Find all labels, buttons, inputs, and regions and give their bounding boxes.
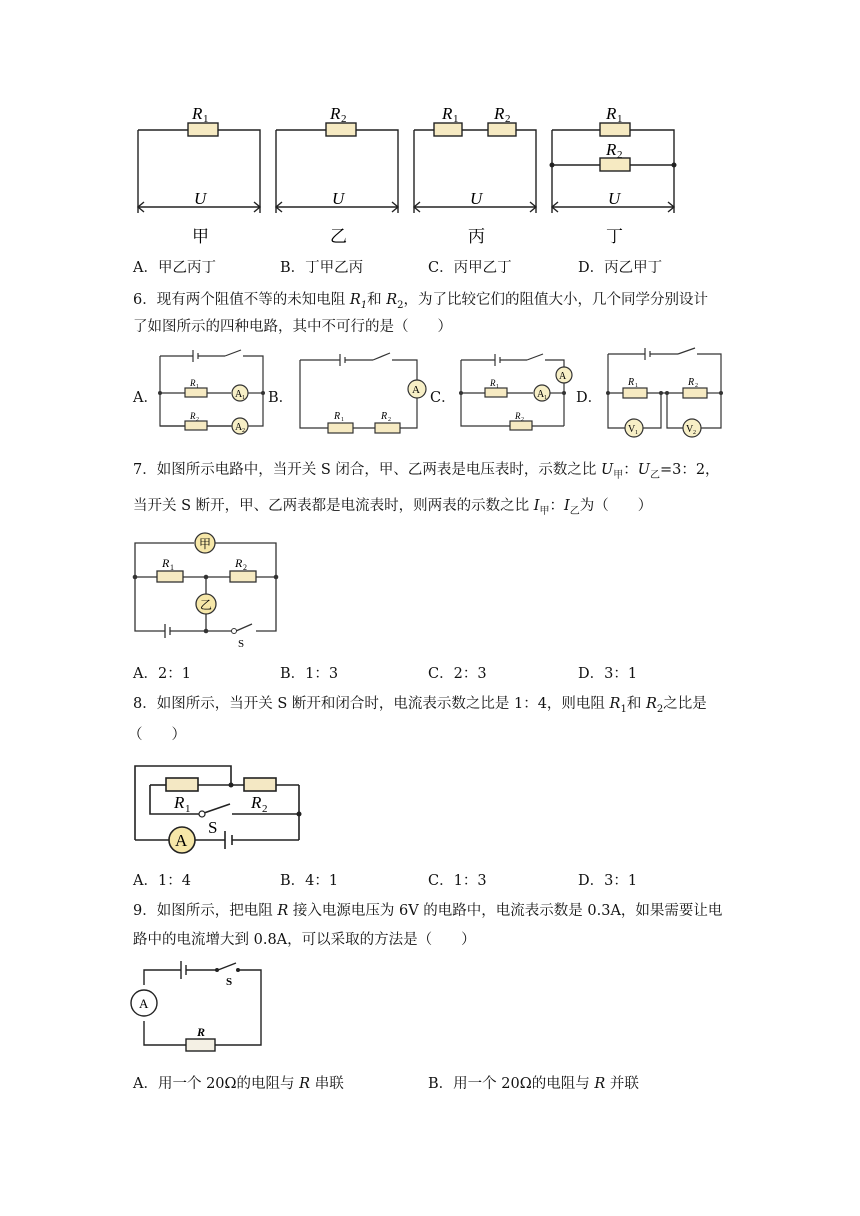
q6-circuit-d [603,346,728,441]
svg-text:R: R [628,377,635,388]
svg-text:R: R [490,378,496,388]
q5-diagram-jia [130,100,270,250]
svg-text:1: 1 [203,113,209,125]
q8-option-c[interactable]: C．1：3 [428,873,487,889]
q6-option-b[interactable]: B． [268,390,294,406]
svg-text:2: 2 [617,149,623,161]
q7-option-b[interactable]: B．1：3 [280,666,339,682]
svg-text:2: 2 [341,113,347,125]
q5-diagram-ding [544,100,684,250]
q8-option-b[interactable]: B．4：1 [280,873,339,889]
svg-text:R: R [251,793,262,812]
svg-text:1: 1 [544,395,547,401]
svg-text:R: R [235,556,243,570]
svg-text:A: A [235,422,243,433]
q9-question-line2: 路中的电流增大到 0.8A，可以采取的方法是（ ） [133,932,476,948]
q7-option-a[interactable]: A．2：1 [133,666,191,682]
svg-text:R: R [174,793,185,812]
voltage-label: U [332,189,345,208]
diagram-caption: 丁 [606,227,623,246]
svg-text:R: R [381,411,388,422]
q9-option-b[interactable]: B．用一个 20Ω的电阻与 R 并联 [428,1076,639,1092]
svg-text:1: 1 [635,430,638,436]
q6-option-c[interactable]: C． [430,390,456,406]
svg-text:V: V [686,424,694,435]
svg-text:R: R [688,377,695,388]
q8-circuit [128,758,313,863]
q7-circuit [128,530,288,650]
resistor-label: R [606,104,617,123]
q8-option-d[interactable]: D．3：1 [578,873,638,889]
q7-option-d[interactable]: D．3：1 [578,666,638,682]
q7-option-c[interactable]: C．2：3 [428,666,487,682]
svg-text:2: 2 [388,417,391,423]
svg-text:2: 2 [505,113,511,125]
resistor-label: R [330,104,341,123]
svg-text:2: 2 [262,803,268,815]
diagram-caption: 丙 [468,227,485,246]
svg-text:1: 1 [617,113,623,125]
svg-text:S: S [226,976,233,988]
resistor-label: R [494,104,505,123]
q5-option-c[interactable]: C．丙甲乙丁 [428,260,512,276]
svg-text:R: R [162,556,170,570]
svg-text:S: S [238,638,245,650]
svg-text:1: 1 [341,417,344,423]
svg-text:1: 1 [635,383,638,389]
q9-circuit [128,955,273,1060]
svg-text:2: 2 [521,417,524,423]
q6-circuit-a [155,348,270,438]
svg-text:2: 2 [242,428,245,434]
svg-text:1: 1 [496,384,499,390]
svg-text:1: 1 [170,563,174,572]
resistor-label: R [442,104,453,123]
svg-text:V: V [628,424,636,435]
resistor-label: R [606,140,617,159]
diagram-caption: 乙 [330,227,347,246]
voltage-label: U [470,189,483,208]
svg-text:乙: 乙 [200,598,213,612]
svg-text:A: A [235,389,243,400]
resistor-label: R [192,104,203,123]
svg-text:2: 2 [243,563,247,572]
svg-text:甲: 甲 [199,537,212,551]
svg-text:2: 2 [695,383,698,389]
svg-text:R: R [190,378,196,388]
q5-option-d[interactable]: D．丙乙甲丁 [578,260,663,276]
svg-text:S: S [208,818,218,837]
svg-text:2: 2 [196,417,199,423]
svg-text:R: R [334,411,341,422]
q6-question-line1: 6．现有两个阻值不等的未知电阻 $R_1$和 $R_2$，为了比较它们的阻值大小，几个同学分别设计 [133,292,709,311]
q6-circuit-b [295,352,435,437]
svg-text:1: 1 [453,113,459,125]
svg-text:R: R [197,1025,206,1039]
q6-option-d[interactable]: D． [576,390,603,406]
svg-text:A: A [537,389,545,400]
q7-question-line1: 7．如图所示电路中，当开关 S 闭合，甲、乙两表是电压表时，示数之比 $U_甲$：$U_乙=3$：2， [133,462,720,481]
q8-question-line2: （ ） [128,727,186,743]
svg-text:A: A [559,371,567,382]
svg-text:1: 1 [242,395,245,401]
q6-option-a[interactable]: A． [133,390,158,406]
diagram-caption: 甲 [192,227,209,246]
svg-text:A: A [175,831,188,850]
q9-question-line1: 9．如图所示，把电阻 R 接入电源电压为 6V 的电路中，电流表示数是 0.3A，如果需要让电 [133,903,723,919]
voltage-label: U [608,189,621,208]
svg-text:A: A [139,996,149,1011]
q5-diagram-bing [406,100,546,250]
q9-option-a[interactable]: A．用一个 20Ω的电阻与 R 串联 [133,1076,344,1092]
q5-diagram-yi [268,100,408,250]
svg-text:A: A [412,384,420,396]
q6-circuit-c [455,346,580,436]
q8-question-line1: 8．如图所示，当开关 S 断开和闭合时，电流表示数之比是 1：4，则电阻 $R_1$和 $R_2$之比是 [133,696,707,715]
q5-option-a[interactable]: A．甲乙丙丁 [133,260,216,276]
q6-question-line2: 了如图所示的四种电路，其中不可行的是（ ） [133,319,452,335]
svg-text:2: 2 [693,430,696,436]
q5-option-b[interactable]: B．丁甲乙丙 [280,260,364,276]
q8-option-a[interactable]: A．1：4 [133,873,191,889]
voltage-label: U [194,189,207,208]
svg-text:R: R [190,411,196,421]
svg-text:1: 1 [185,803,191,815]
svg-text:R: R [515,411,521,421]
q7-question-line2: 当开关 S 断开，甲、乙两表都是电流表时，则两表的示数之比 $I_甲$：$I_乙$为（ ） [133,498,653,517]
svg-text:1: 1 [196,384,199,390]
